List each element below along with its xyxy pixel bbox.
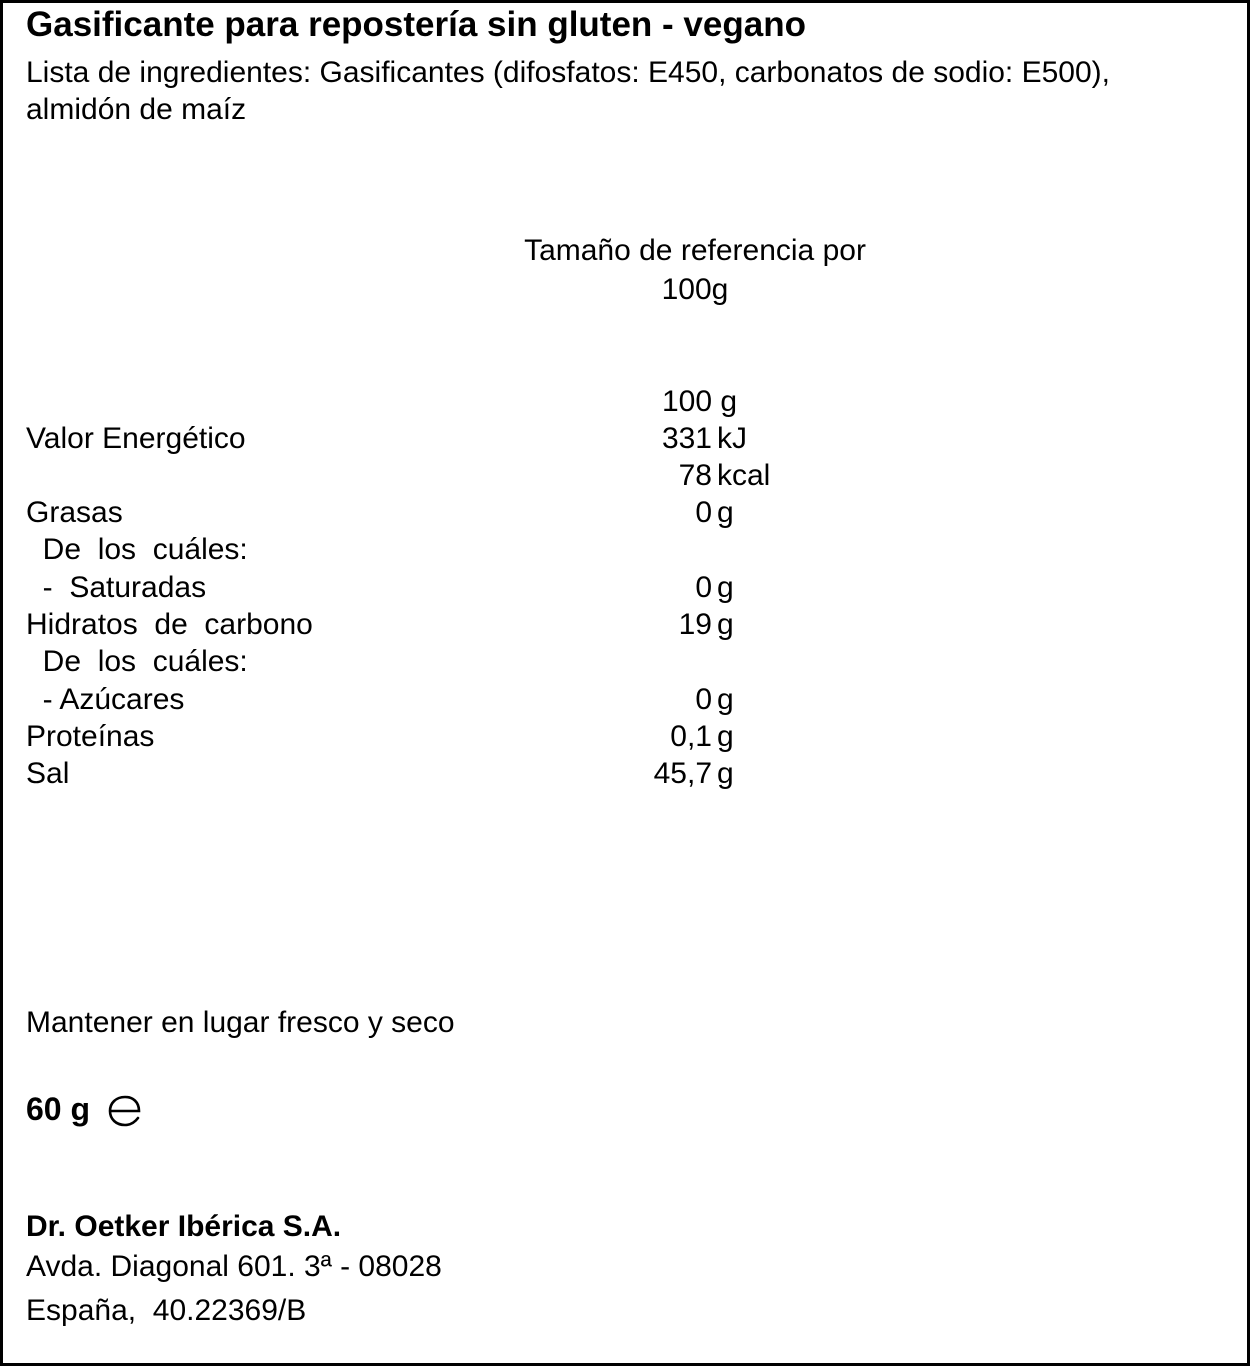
estimated-sign-icon bbox=[104, 1090, 146, 1132]
product-title: Gasificante para repostería sin gluten - vegano bbox=[26, 5, 806, 44]
nutrition-column-header: 100 g bbox=[662, 385, 738, 418]
storage-instructions: Mantener en lugar fresco y seco bbox=[26, 1006, 455, 1039]
nutrition-unit-energy-kcal: kcal bbox=[717, 459, 771, 492]
nutrition-label-salt: Sal bbox=[26, 757, 70, 790]
nutrition-value-energy-kcal: 78 bbox=[678, 459, 712, 492]
nutrition-label-of-which-1: De los cuáles: bbox=[26, 533, 248, 566]
nutrition-value-carbohydrates: 19 bbox=[678, 608, 712, 641]
nutrition-unit-carbohydrates: g bbox=[717, 608, 734, 641]
ingredients-line-2: almidón de maíz bbox=[26, 93, 247, 126]
nutrition-unit-protein: g bbox=[717, 720, 734, 753]
nutrition-label-saturated: - Saturadas bbox=[26, 571, 207, 604]
reference-size-line-1: Tamaño de referencia por bbox=[524, 234, 866, 267]
manufacturer-country-registration: España, 40.22369/B bbox=[26, 1294, 307, 1327]
manufacturer-address: Avda. Diagonal 601. 3ª - 08028 bbox=[26, 1250, 442, 1283]
nutrition-label-energy: Valor Energético bbox=[26, 422, 246, 455]
ingredients-line-1: Lista de ingredientes: Gasificantes (difosfatos: E450, carbonatos de sodio: E500), bbox=[26, 56, 1110, 89]
nutrition-value-fat: 0 bbox=[695, 496, 712, 529]
nutrition-unit-sugars: g bbox=[717, 683, 734, 716]
nutrition-value-saturated: 0 bbox=[695, 571, 712, 604]
nutrition-label-fat: Grasas bbox=[26, 496, 123, 529]
nutrition-value-salt: 45,7 bbox=[653, 757, 712, 790]
nutrition-label-of-which-2: De los cuáles: bbox=[26, 645, 248, 678]
nutrition-value-sugars: 0 bbox=[695, 683, 712, 716]
reference-size-line-2: 100g bbox=[661, 273, 729, 306]
nutrition-unit-energy-kj: kJ bbox=[717, 422, 747, 455]
nutrition-value-protein: 0,1 bbox=[670, 720, 712, 753]
nutrition-unit-salt: g bbox=[717, 757, 734, 790]
net-weight: 60 g bbox=[26, 1091, 91, 1127]
nutrition-label-protein: Proteínas bbox=[26, 720, 155, 753]
nutrition-label-sugars: - Azúcares bbox=[26, 683, 185, 716]
nutrition-unit-saturated: g bbox=[717, 571, 734, 604]
nutrition-unit-fat: g bbox=[717, 496, 734, 529]
nutrition-label-carbohydrates: Hidratos de carbono bbox=[26, 608, 313, 641]
manufacturer-name: Dr. Oetker Ibérica S.A. bbox=[26, 1210, 342, 1243]
nutrition-value-energy-kj: 331 bbox=[661, 422, 712, 455]
